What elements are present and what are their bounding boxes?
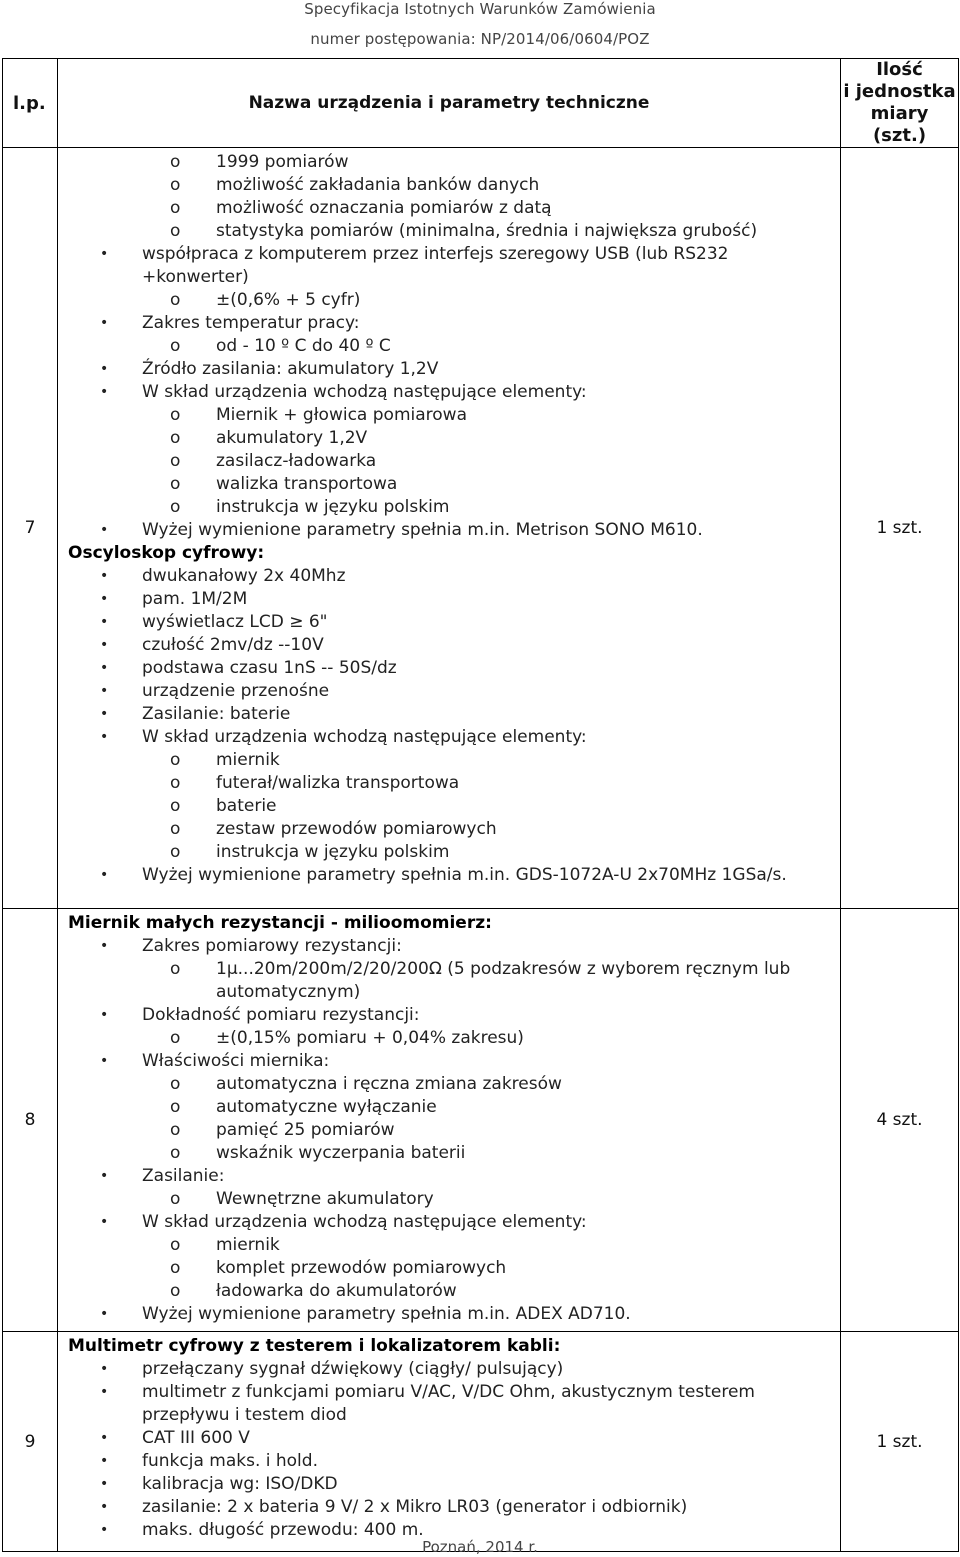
bullet-list-item: [58, 588, 840, 611]
list-item-text: automatyczne wyłączanie: [216, 1097, 437, 1117]
bullet-list-item: [58, 1473, 840, 1496]
list-item-text: maks. długość przewodu: 400 m.: [142, 1520, 424, 1540]
section-heading: Oscyloskop cyfrowy:: [68, 543, 265, 563]
section-heading: Multimetr cyfrowy z testerem i lokalizatorem kabli:: [68, 1336, 561, 1356]
list-item-text: W skład urządzenia wchodzą następujące elementy:: [142, 382, 587, 402]
bullet-list-item: [58, 726, 840, 749]
bullet-icon: •: [100, 591, 109, 607]
list-item-text: pam. 1M/2M: [142, 589, 248, 609]
sub-bullet-icon: o: [170, 451, 181, 471]
sub-bullet-icon: o: [170, 1028, 181, 1048]
bullet-list-item: [58, 1165, 840, 1188]
list-item-text: +konwerter): [142, 267, 249, 287]
list-item-text: Źródło zasilania: akumulatory 1,2V: [142, 359, 439, 379]
bullet-icon: •: [100, 729, 109, 745]
sub-list-item: [58, 473, 840, 496]
list-item-text: Zasilanie: baterie: [142, 704, 291, 724]
sub-list-item: [58, 749, 840, 772]
row-description: [58, 909, 841, 1332]
sub-bullet-icon: o: [170, 290, 181, 310]
sub-list-item: [58, 220, 840, 243]
sub-list-item: [58, 174, 840, 197]
bullet-icon: •: [100, 1384, 109, 1400]
bullet-icon: •: [100, 683, 109, 699]
sub-list-item: [58, 818, 840, 841]
row-number: 9: [3, 1332, 58, 1552]
sub-list-item: [58, 981, 840, 1004]
bullet-list-item: [58, 1450, 840, 1473]
row-number: 7: [3, 148, 58, 909]
bullet-icon: •: [100, 1214, 109, 1230]
bullet-list-item: [58, 864, 840, 887]
sub-list-item: [58, 958, 840, 981]
sub-bullet-icon: o: [170, 819, 181, 839]
sub-list-item: [58, 404, 840, 427]
sub-bullet-icon: o: [170, 796, 181, 816]
list-item-text: Właściwości miernika:: [142, 1051, 330, 1071]
list-item-text: akumulatory 1,2V: [216, 428, 368, 448]
bullet-icon: •: [100, 1430, 109, 1446]
bullet-list-item: [58, 266, 840, 289]
list-item-text: możliwość oznaczania pomiarów z datą: [216, 198, 552, 218]
column-header-quantity-line1: Ilość: [876, 59, 923, 80]
row-quantity: 1 szt.: [841, 1332, 959, 1552]
sub-list-item: [58, 450, 840, 473]
list-item-text: miernik: [216, 750, 280, 770]
sub-bullet-icon: o: [170, 1235, 181, 1255]
bullet-list-item: [58, 680, 840, 703]
bullet-icon: •: [100, 1522, 109, 1538]
row-description: [58, 148, 841, 909]
bullet-list-item: [58, 634, 840, 657]
bullet-icon: •: [100, 384, 109, 400]
sub-list-item: [58, 1142, 840, 1165]
sub-bullet-icon: o: [170, 474, 181, 494]
bullet-list-item: [58, 935, 840, 958]
sub-bullet-icon: o: [170, 405, 181, 425]
list-item-text: ±(0,15% pomiaru + 0,04% zakresu): [216, 1028, 524, 1048]
bullet-icon: •: [100, 1053, 109, 1069]
list-item-text: multimetr z funkcjami pomiaru V/AC, V/DC Ohm, akustycznym testerem: [142, 1382, 755, 1402]
bullet-icon: •: [100, 614, 109, 630]
list-item-text: W skład urządzenia wchodzą następujące elementy:: [142, 727, 587, 747]
bullet-list-item: [58, 1211, 840, 1234]
list-item-text: zestaw przewodów pomiarowych: [216, 819, 497, 839]
table-row: [3, 909, 959, 1332]
document-footer: Poznań, 2014 r.: [422, 1538, 538, 1556]
sub-bullet-icon: o: [170, 750, 181, 770]
row-description: [58, 1332, 841, 1552]
sub-bullet-icon: o: [170, 1189, 181, 1209]
sub-bullet-icon: o: [170, 152, 181, 172]
bullet-icon: •: [100, 1168, 109, 1184]
sub-bullet-icon: o: [170, 175, 181, 195]
list-item-text: Wyżej wymienione parametry spełnia m.in. ADEX AD710.: [142, 1304, 631, 1324]
list-item-text: ±(0,6% + 5 cyfr): [216, 290, 361, 310]
bullet-list-item: [58, 1004, 840, 1027]
list-item-text: od - 10 º C do 40 º C: [216, 336, 391, 356]
sub-list-item: [58, 335, 840, 358]
sub-list-item: [58, 1119, 840, 1142]
bullet-icon: •: [100, 1306, 109, 1322]
list-item-text: współpraca z komputerem przez interfejs szeregowy USB (lub RS232: [142, 244, 729, 264]
sub-list-item: [58, 1280, 840, 1303]
bullet-list-item: [58, 1496, 840, 1519]
bullet-list-item: [58, 1427, 840, 1450]
table-header-row: [3, 59, 959, 148]
sub-bullet-icon: o: [170, 221, 181, 241]
bullet-icon: •: [100, 522, 109, 538]
bullet-list-item: [58, 1381, 840, 1404]
list-item-text: komplet przewodów pomiarowych: [216, 1258, 507, 1278]
column-header-lp: l.p.: [3, 59, 58, 148]
list-item-text: Zakres pomiarowy rezystancji:: [142, 936, 402, 956]
sub-list-item: [58, 1257, 840, 1280]
bullet-list-item: [58, 1303, 840, 1326]
sub-list-item: [58, 1027, 840, 1050]
sub-list-item: [58, 151, 840, 174]
sub-bullet-icon: o: [170, 842, 181, 862]
list-item-text: statystyka pomiarów (minimalna, średnia i największa grubość): [216, 221, 758, 241]
list-item-text: kalibracja wg: ISO/DKD: [142, 1474, 338, 1494]
row-quantity: 4 szt.: [841, 909, 959, 1332]
document-header-case-number: numer postępowania: NP/2014/06/0604/POZ: [310, 30, 650, 48]
bullet-icon: •: [100, 568, 109, 584]
table-row: [3, 148, 959, 909]
sub-bullet-icon: o: [170, 428, 181, 448]
row-number: 8: [3, 909, 58, 1332]
bullet-icon: •: [100, 706, 109, 722]
bullet-list-item: [58, 611, 840, 634]
bullet-list-item: [58, 565, 840, 588]
list-item-text: Wewnętrzne akumulatory: [216, 1189, 434, 1209]
list-item-text: funkcja maks. i hold.: [142, 1451, 318, 1471]
list-item-text: przepływu i testem diod: [142, 1405, 347, 1425]
sub-list-item: [58, 795, 840, 818]
list-item-text: baterie: [216, 796, 277, 816]
list-item-text: zasilacz-ładowarka: [216, 451, 377, 471]
sub-list-item: [58, 1096, 840, 1119]
sub-bullet-icon: o: [170, 959, 181, 979]
list-item-text: Wyżej wymienione parametry spełnia m.in. Metrison SONO M610.: [142, 520, 703, 540]
list-item-text: CAT III 600 V: [142, 1428, 250, 1448]
bullet-list-item: [58, 1404, 840, 1427]
bullet-icon: •: [100, 315, 109, 331]
list-item-text: urządzenie przenośne: [142, 681, 330, 701]
list-item-text: ładowarka do akumulatorów: [216, 1281, 457, 1301]
list-item-text: zasilanie: 2 x bateria 9 V/ 2 x Mikro LR03 (generator i odbiornik): [142, 1497, 688, 1517]
bullet-icon: •: [100, 1476, 109, 1492]
column-header-quantity-line3: miary (szt.): [870, 103, 929, 146]
bullet-icon: •: [100, 660, 109, 676]
bullet-list-item: [58, 358, 840, 381]
sub-bullet-icon: o: [170, 1281, 181, 1301]
sub-bullet-icon: o: [170, 497, 181, 517]
list-item-text: Dokładność pomiaru rezystancji:: [142, 1005, 420, 1025]
bullet-icon: •: [100, 246, 109, 262]
list-item-text: W skład urządzenia wchodzą następujące elementy:: [142, 1212, 587, 1232]
bullet-icon: •: [100, 1499, 109, 1515]
sub-bullet-icon: o: [170, 1074, 181, 1094]
sub-list-item: [58, 496, 840, 519]
list-item-text: futerał/walizka transportowa: [216, 773, 460, 793]
list-item-text: Zakres temperatur pracy:: [142, 313, 360, 333]
list-item-text: wskaźnik wyczerpania baterii: [216, 1143, 466, 1163]
list-item-text: Zasilanie:: [142, 1166, 225, 1186]
bullet-list-item: [58, 381, 840, 404]
sub-list-item: [58, 197, 840, 220]
list-item-text: czułość 2mv/dz --10V: [142, 635, 324, 655]
bullet-list-item: [58, 243, 840, 266]
list-item-text: 1999 pomiarów: [216, 152, 349, 172]
row-quantity: 1 szt.: [841, 148, 959, 909]
list-item-text: podstawa czasu 1nS -- 50S/dz: [142, 658, 397, 678]
bullet-icon: •: [100, 1361, 109, 1377]
list-item-text: możliwość zakładania banków danych: [216, 175, 540, 195]
bullet-icon: •: [100, 1453, 109, 1469]
sub-list-item: [58, 772, 840, 795]
document-header-title: Specyfikacja Istotnych Warunków Zamówienia: [304, 0, 656, 18]
sub-bullet-icon: o: [170, 336, 181, 356]
list-item-text: miernik: [216, 1235, 280, 1255]
bullet-list-item: [58, 657, 840, 680]
bullet-icon: •: [100, 637, 109, 653]
column-header-quantity: [841, 59, 959, 148]
sub-bullet-icon: o: [170, 1258, 181, 1278]
sub-bullet-icon: o: [170, 1097, 181, 1117]
section-heading: Miernik małych rezystancji - milioomomierz:: [68, 913, 492, 933]
bullet-icon: •: [100, 867, 109, 883]
bullet-list-item: [58, 519, 840, 542]
list-item-text: pamięć 25 pomiarów: [216, 1120, 395, 1140]
sub-list-item: [58, 841, 840, 864]
specification-table: [2, 58, 959, 1552]
bullet-list-item: [58, 703, 840, 726]
sub-list-item: [58, 289, 840, 312]
bullet-icon: •: [100, 938, 109, 954]
sub-bullet-icon: o: [170, 1143, 181, 1163]
sub-bullet-icon: o: [170, 773, 181, 793]
sub-list-item: [58, 1188, 840, 1211]
list-item-text: Wyżej wymienione parametry spełnia m.in. GDS-1072A-U 2x70MHz 1GSa/s.: [142, 865, 787, 885]
column-header-name: Nazwa urządzenia i parametry techniczne: [58, 59, 841, 148]
list-item-text: wyświetlacz LCD ≥ 6": [142, 612, 328, 632]
list-item-text: 1μ...20m/200m/2/20/200Ω (5 podzakresów z wyborem ręcznym lub: [216, 959, 791, 979]
column-header-quantity-line2: i jednostka: [843, 81, 956, 102]
bullet-list-item: [58, 312, 840, 335]
list-item-text: walizka transportowa: [216, 474, 398, 494]
sub-list-item: [58, 427, 840, 450]
sub-bullet-icon: o: [170, 198, 181, 218]
list-item-text: przełączany sygnał dźwiękowy (ciągły/ pulsujący): [142, 1359, 564, 1379]
bullet-list-item: [58, 1050, 840, 1073]
bullet-icon: •: [100, 361, 109, 377]
list-item-text: instrukcja w języku polskim: [216, 497, 450, 517]
list-item-text: Miernik + głowica pomiarowa: [216, 405, 467, 425]
list-item-text: instrukcja w języku polskim: [216, 842, 450, 862]
sub-list-item: [58, 1234, 840, 1257]
bullet-icon: •: [100, 1007, 109, 1023]
list-item-text: automatycznym): [216, 982, 361, 1002]
sub-list-item: [58, 1073, 840, 1096]
bullet-list-item: [58, 1358, 840, 1381]
list-item-text: dwukanałowy 2x 40Mhz: [142, 566, 346, 586]
sub-bullet-icon: o: [170, 1120, 181, 1140]
table-row: [3, 1332, 959, 1552]
list-item-text: automatyczna i ręczna zmiana zakresów: [216, 1074, 562, 1094]
